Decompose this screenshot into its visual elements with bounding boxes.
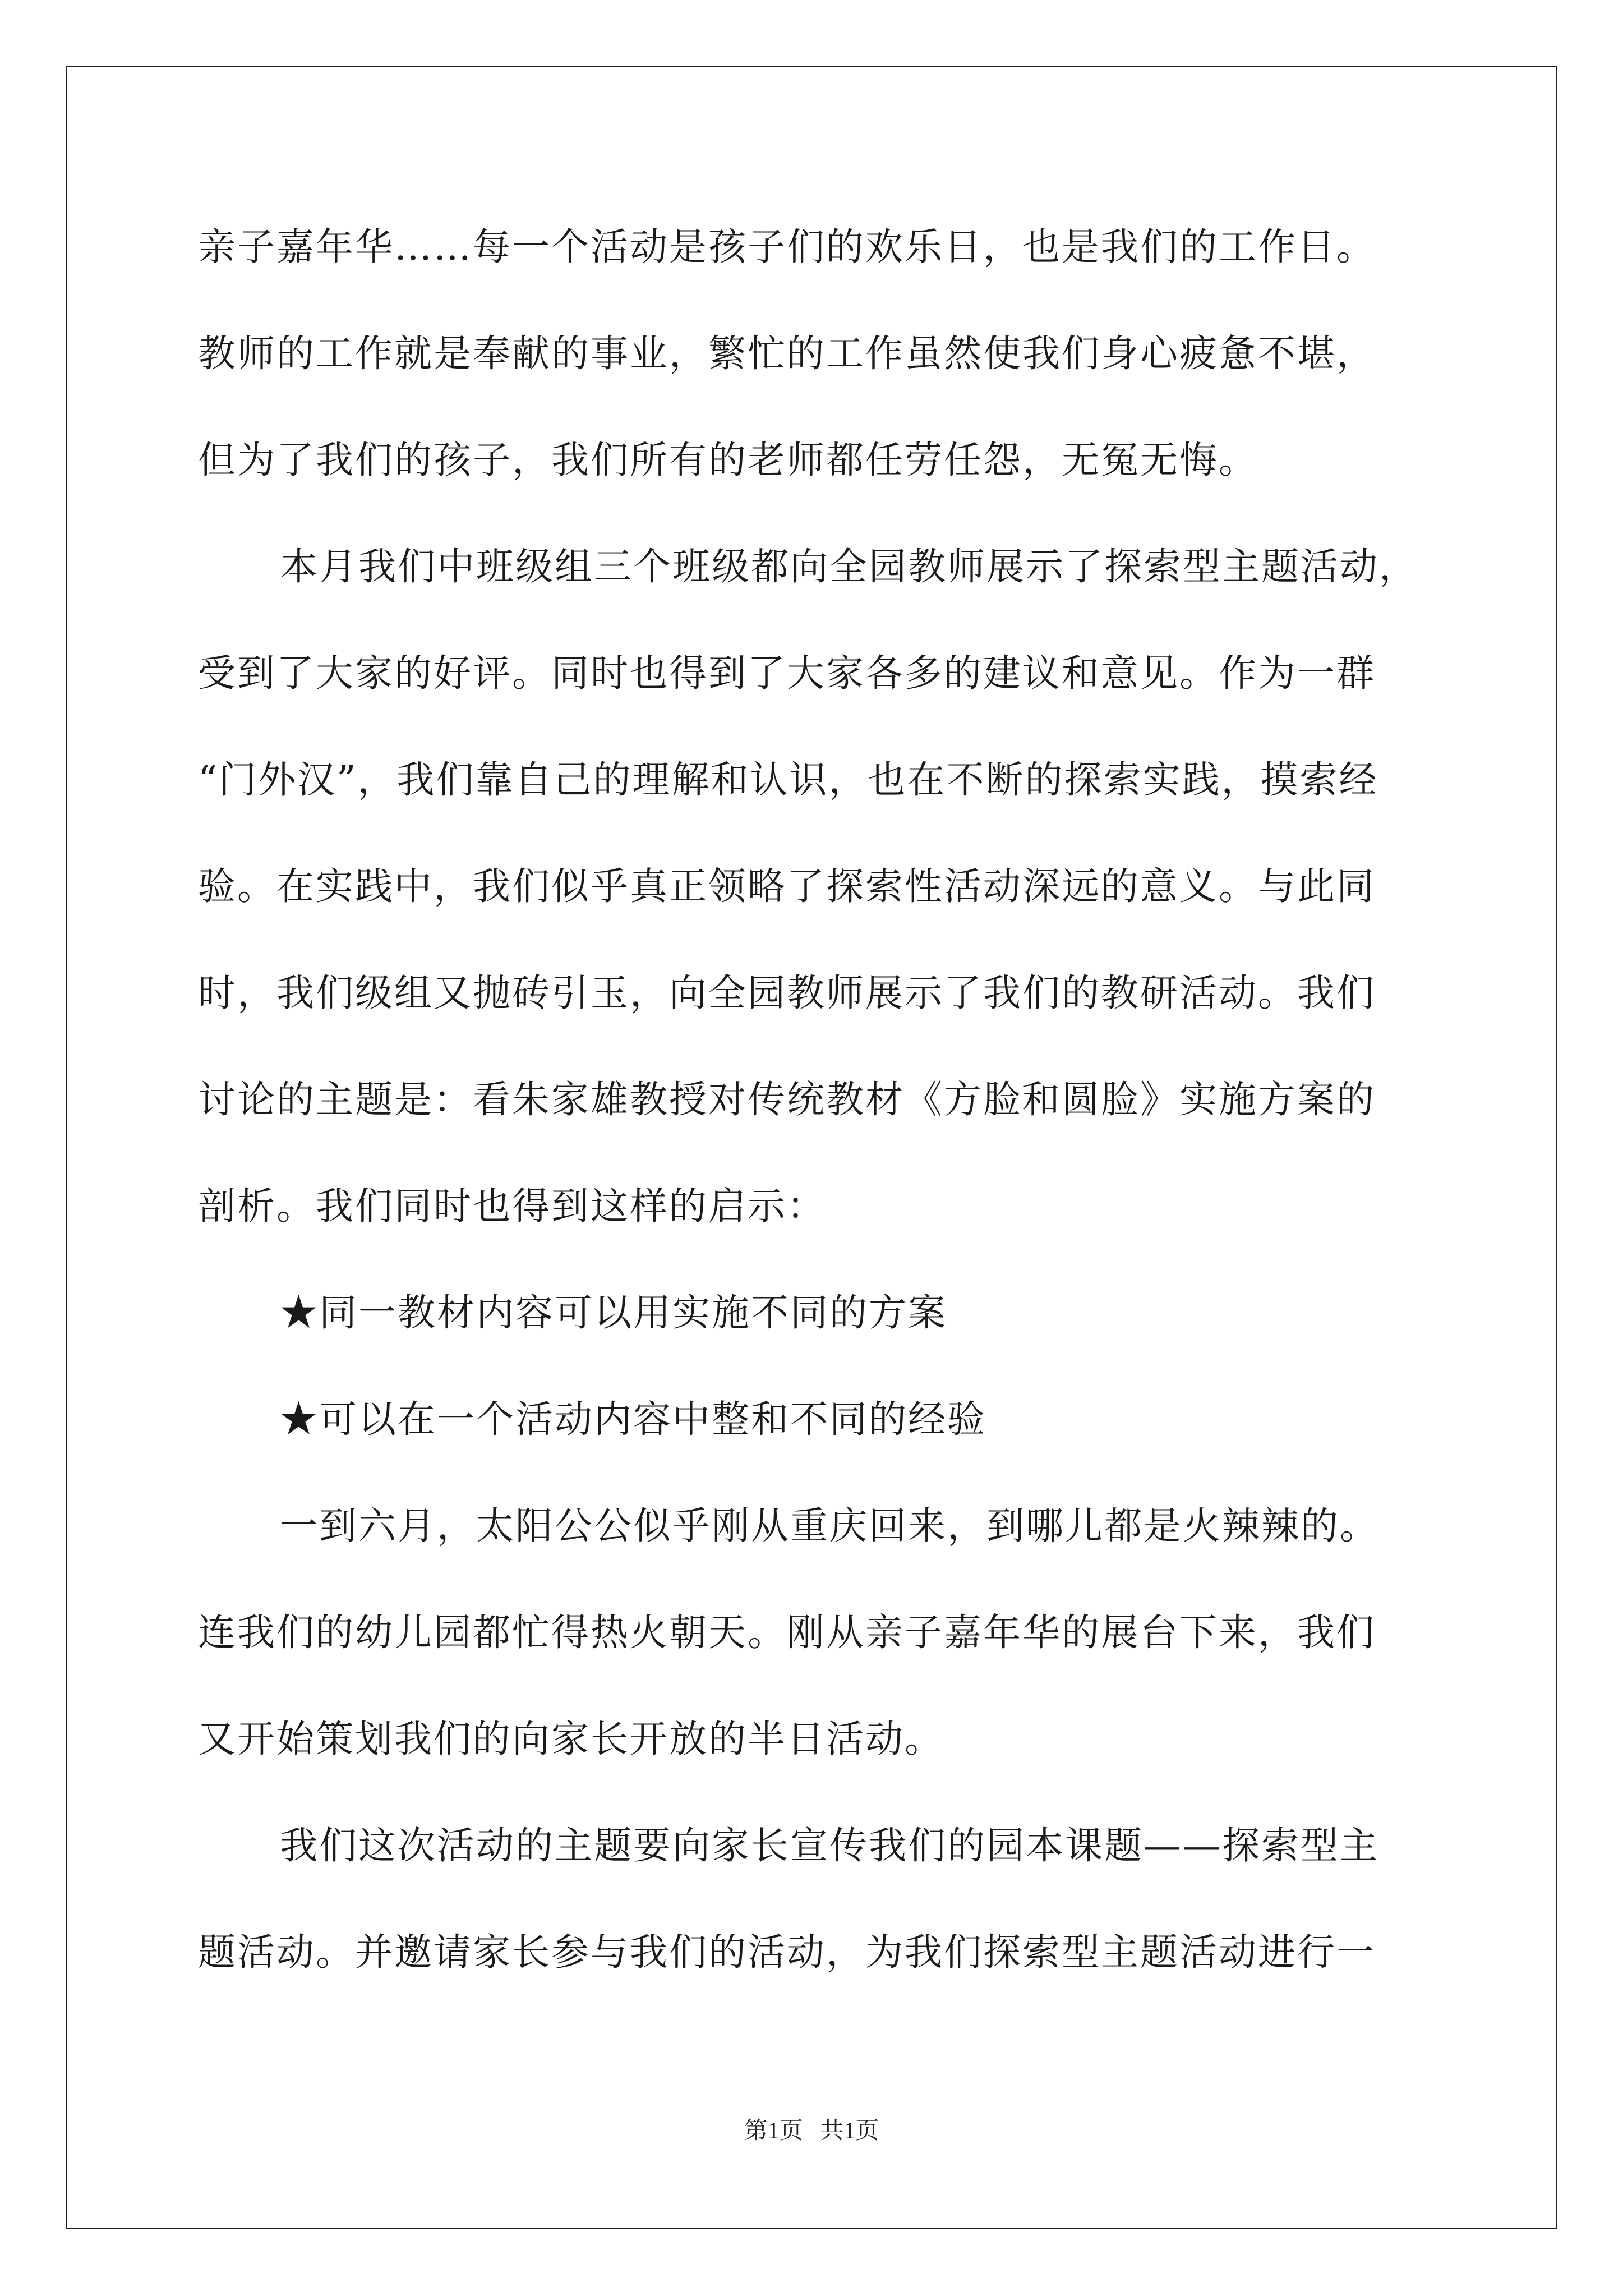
bullet-item: ★可以在一个活动内容中整和不同的经验 xyxy=(280,1397,986,1441)
paragraph-start-line: 我们这次活动的主题要向家长宣传我们的园本课题——探索型主 xyxy=(280,1824,1379,1867)
document-body xyxy=(198,194,1432,2005)
text-line: 连我们的幼儿园都忙得热火朝天。刚从亲子嘉年华的展台下来，我们 xyxy=(198,1611,1376,1654)
paragraph-start-line: 本月我们中班级组三个班级都向全园教师展示了探索型主题活动， xyxy=(280,545,1418,588)
text-line: 时，我们级组又抛砖引玉，向全园教师展示了我们的教研活动。我们 xyxy=(198,971,1376,1015)
page-footer xyxy=(0,2112,1623,2146)
text-line: 讨论的主题是：看朱家雄教授对传统教材《方脸和圆脸》实施方案的 xyxy=(198,1078,1376,1121)
page-number: 第1页 xyxy=(744,2118,803,2144)
text-line: 剖析。我们同时也得到这样的启示： xyxy=(198,1184,826,1228)
text-line: “门外汉”，我们靠自己的理解和认识，也在不断的探索实践，摸索经 xyxy=(198,758,1378,802)
text-line: 受到了大家的好评。同时也得到了大家各多的建议和意见。作为一群 xyxy=(198,651,1376,695)
text-line: 亲子嘉年华……每一个活动是孩子们的欢乐日，也是我们的工作日。 xyxy=(198,225,1376,269)
text-line: 但为了我们的孩子，我们所有的老师都任劳任怨，无冤无悔。 xyxy=(198,438,1258,482)
text-line: 验。在实践中，我们似乎真正领略了探索性活动深远的意义。与此同 xyxy=(198,864,1376,908)
text-line: 题活动。并邀请家长参与我们的活动，为我们探索型主题活动进行一 xyxy=(198,1930,1376,1974)
text-line: 又开始策划我们的向家长开放的半日活动。 xyxy=(198,1717,944,1761)
page-total: 共1页 xyxy=(820,2118,879,2144)
text-line: 教师的工作就是奉献的事业，繁忙的工作虽然使我们身心疲惫不堪， xyxy=(198,332,1376,375)
bullet-item: ★同一教材内容可以用实施不同的方案 xyxy=(280,1291,947,1335)
paragraph-start-line: 一到六月，太阳公公似乎刚从重庆回来，到哪儿都是火辣辣的。 xyxy=(280,1504,1379,1548)
